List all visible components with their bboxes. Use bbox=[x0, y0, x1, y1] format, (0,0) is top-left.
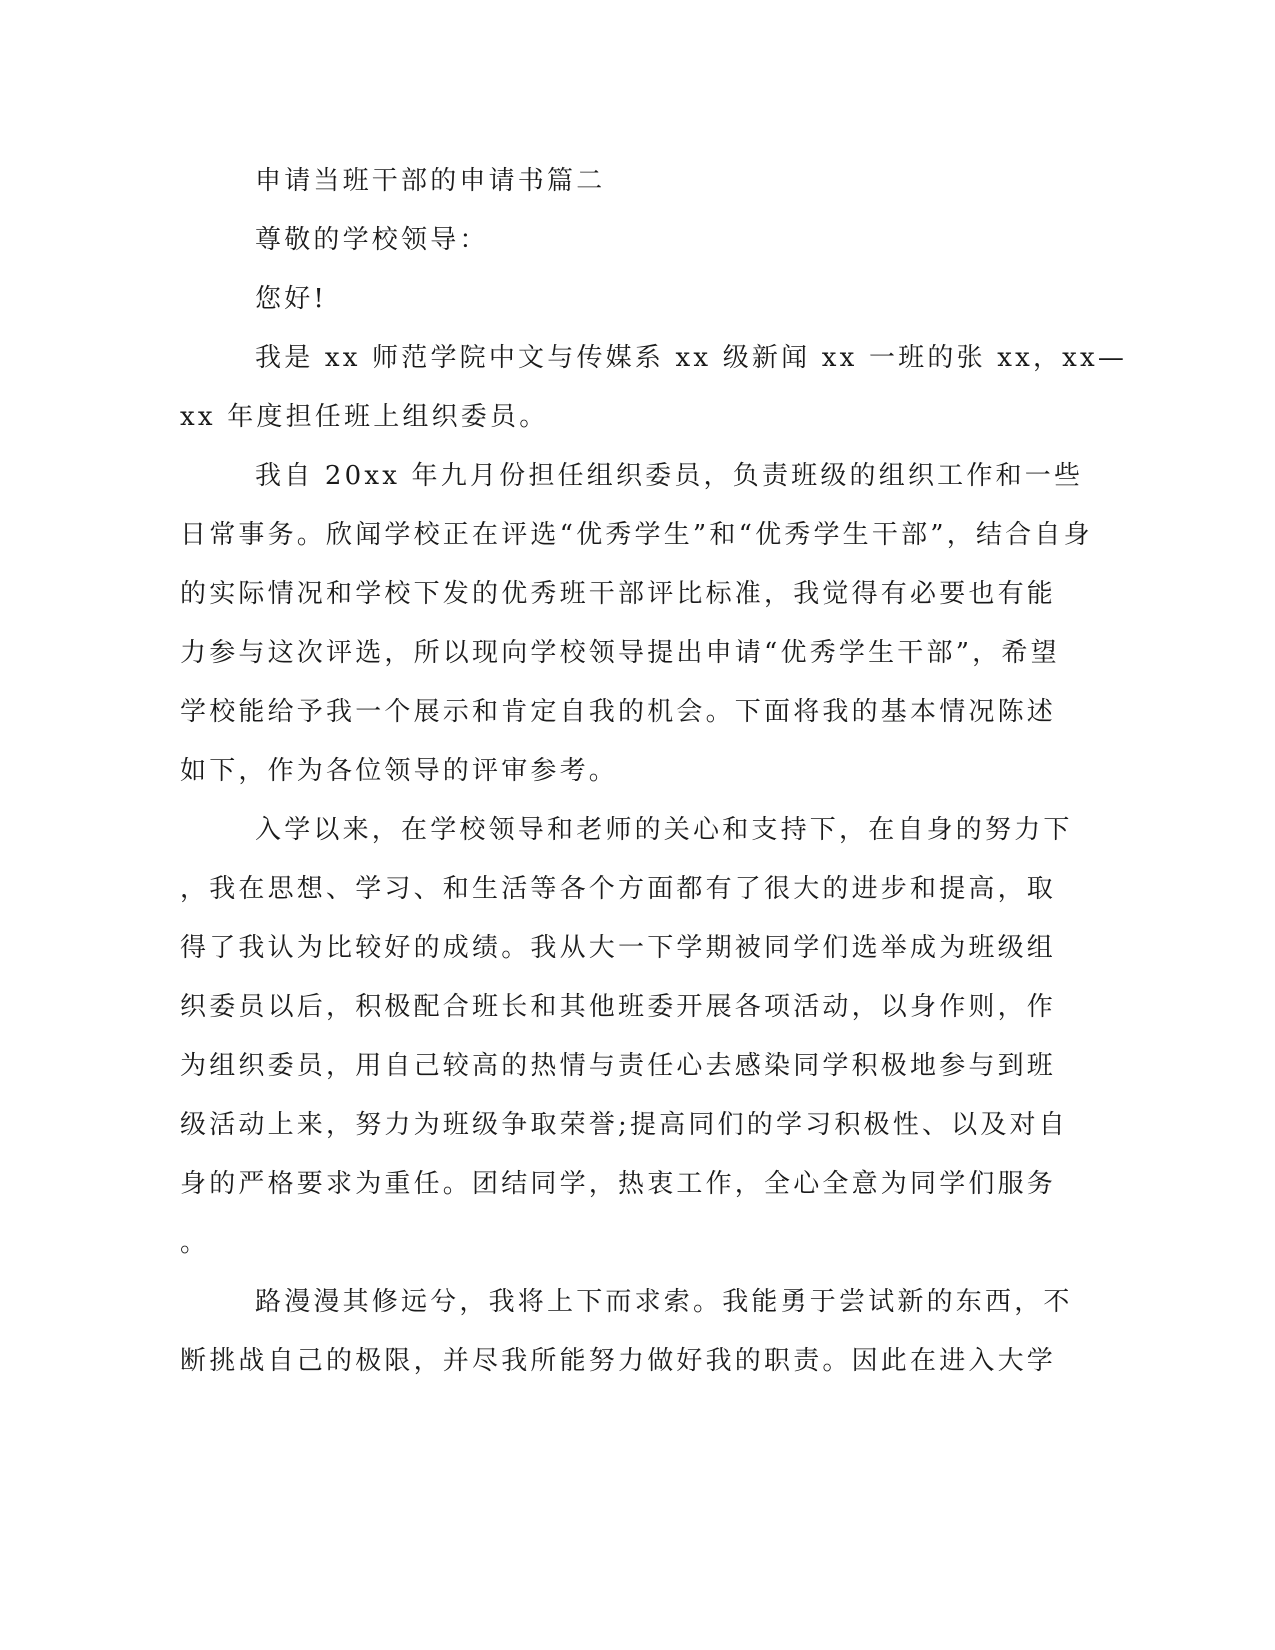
paragraph-line: 的实际情况和学校下发的优秀班干部评比标准，我觉得有必要也有能 bbox=[180, 579, 1057, 609]
salutation: 尊敬的学校领导： bbox=[255, 225, 489, 255]
paragraph-line: 为组织委员，用自己较高的热情与责任心去感染同学积极地参与到班 bbox=[180, 1051, 1057, 1081]
paragraph-line: 身的严格要求为重任。团结同学，热衷工作，全心全意为同学们服务 bbox=[180, 1169, 1057, 1199]
paragraph-line: 。 bbox=[180, 1228, 210, 1258]
greeting: 您好! bbox=[255, 284, 328, 314]
paragraph-line: 级活动上来，努力为班级争取荣誉;提高同们的学习积极性、以及对自 bbox=[180, 1110, 1068, 1140]
paragraph-line: 如下，作为各位领导的评审参考。 bbox=[180, 756, 619, 786]
paragraph-line: 得了我认为比较好的成绩。我从大一下学期被同学们选举成为班级组 bbox=[180, 933, 1057, 963]
paragraph-line: 力参与这次评选，所以现向学校领导提出申请“优秀学生干部”，希望 bbox=[180, 638, 1060, 668]
paragraph-line: 断挑战自己的极限，并尽我所能努力做好我的职责。因此在进入大学 bbox=[180, 1346, 1057, 1376]
paragraph-line: 我是 xx 师范学院中文与传媒系 xx 级新闻 xx 一班的张 xx，xx— bbox=[255, 343, 1128, 373]
paragraph-line: 路漫漫其修远兮，我将上下而求索。我能勇于尝试新的东西，不 bbox=[255, 1287, 1073, 1317]
paragraph-line: 入学以来，在学校领导和老师的关心和支持下，在自身的努力下 bbox=[255, 815, 1073, 845]
document-title: 申请当班干部的申请书篇二 bbox=[255, 166, 606, 196]
paragraph-line: 我自 20xx 年九月份担任组织委员，负责班级的组织工作和一些 bbox=[255, 461, 1084, 491]
paragraph-line: 学校能给予我一个展示和肯定自我的机会。下面将我的基本情况陈述 bbox=[180, 697, 1057, 727]
paragraph-line: 日常事务。欣闻学校正在评选“优秀学生”和“优秀学生干部”，结合自身 bbox=[180, 520, 1093, 550]
paragraph-line: xx 年度担任班上组织委员。 bbox=[180, 402, 549, 432]
paragraph-line: 织委员以后，积极配合班长和其他班委开展各项活动，以身作则，作 bbox=[180, 992, 1057, 1022]
paragraph-line: ，我在思想、学习、和生活等各个方面都有了很大的进步和提高，取 bbox=[180, 874, 1057, 904]
